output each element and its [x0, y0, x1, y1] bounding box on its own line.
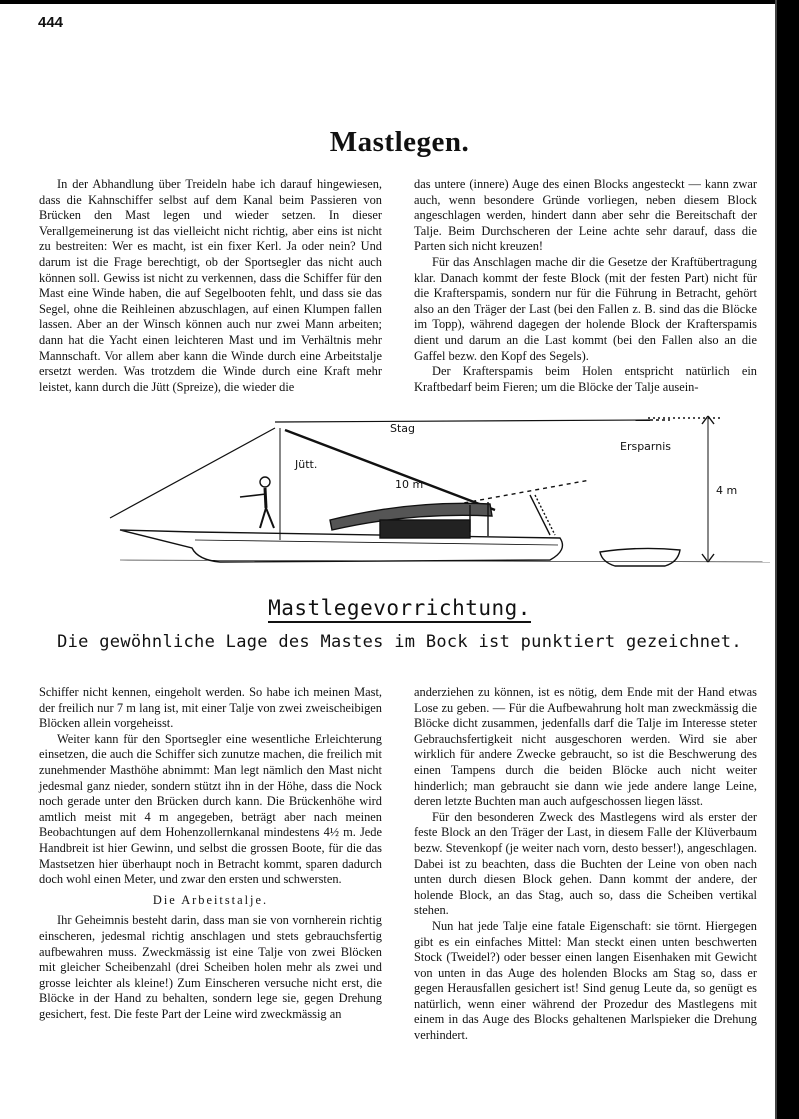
label-height: 4 m [716, 484, 738, 497]
paragraph: anderziehen zu können, ist es nötig, dem Ende mit der Hand etwas Lose zu geben. — Für die Aufbewahrung holt man zweckmässig die Blöcke dicht zusammen, jedenfalls darf die Talje im Interesse steter Gebrauchsfertigkeit nicht ausgeschoren werden. Wird sie aber wirklich für andere Zwecke gebraucht, so ist die Beschwerung des einen Tampens durch die beiden Blöcke auch nicht weiter hinderlich; man gebraucht sie dann wie jede andere lange Leine, deren letzte Buchten man auch aufgeschossen liegen lässt. [414, 685, 757, 809]
label-stag: Stag [390, 422, 416, 435]
paragraph: Für den besonderen Zweck des Mastlegens wird als erster der feste Block an den Träger der Last, in diesem Falle der Klüverbaum bezw. Stevenkopf (je weiter nach vorn, desto besser!), angeschlagen. Dabei ist zu beachten, dass die Buchten der Leine von oben nach unten durch diesen Block gehen. Dann kommt der andere, der holende Block, an das Stag, auch so, dass die Scheiben vertikal stehen. [414, 809, 757, 918]
paragraph: Der Krafterspamis beim Holen entspricht natürlich ein Kraftbedarf beim Fieren; um die Blöcke der Talje ausein- [414, 364, 757, 394]
paragraph: Schiffer nicht kennen, eingeholt werden. So habe ich meinen Mast, der freilich nur 7 m lang ist, mit einer Talje von zwei zweischeibigen Blöcken allein vorgeheisst. [39, 685, 382, 731]
paragraph: In der Abhandlung über Treideln habe ich darauf hingewiesen, dass die Kahnschiffer selbst auf dem Kanal beim Passieren von Brücken den Mast legen und wieder setzen. In dieser Verallgemeinerung ist das vielleicht nicht richtig, aber eins ist nicht zu bestreiten: Wer es macht, ist ein fixer Kerl. Ja oder nein? Und darum ist die Frage berechtigt, ob der Sportsegler das nicht auch können soll. Gewiss ist nicht zu verkennen, dass die Schiffer für den Mast eine Winde haben, die auf Segelbooten fehlt, und dass sie das Segel, ohne die Reihleinen abzuschlagen, auf einen Klumpen fallen lassen. Aber an der Winsch können auch nur zwei Mann arbeiten; dann hat die Yacht einen leichteren Mast und im Verhältnis mehr Mannschaft. Vor allem aber kann die Winde durch eine Arbeitstalje ersetzt werden. Was trotzdem die Winde durch eine Kraft mehr leistet, kann durch die Jütt (Spreize), die wieder die [39, 177, 382, 394]
mast-lowering-figure [80, 400, 770, 585]
figure-caption-subtitle: Die gewöhnliche Lage des Mastes im Bock ist punktiert gezeichnet. [57, 632, 742, 652]
column-upper-right [414, 177, 757, 395]
label-ersparnis: Ersparnis [620, 440, 672, 453]
section-heading: Die Arbeitstalje. [152, 892, 269, 907]
paragraph: Für das Anschlagen mache dir die Gesetze der Kraftübertragung klar. Danach kommt der feste Block (mit der festen Part) nicht für die Krafterspamis, sondern nur für die Führung in Betracht, gehört also an den Träger der Last (bei den Fallen z. B. sind das die Blöcke im Topp), während dagegen der holende Block der Krafterspamis dient und darum an die Last kommt (bei den Fallen also an die Gaffel bezw. den Kopf des Segels). [414, 254, 757, 363]
column-upper-left [39, 177, 382, 395]
column-lower-right [414, 685, 757, 1044]
paragraph: Ihr Geheimnis besteht darin, dass man sie von vornherein richtig einscheren, jedesmal richtig anschlagen und stets gebrauchsfertig aufbewahren muss. Zweckmässig ist eine Talje von zwei Blöcken mit gleicher Scheibenzahl (drei Scheiben holen mehr als zwei und grosse leichter als kleine!) Zum Einscheren versuche nicht erst, die Blöcke in der Hand zu behalten, sondern lege sie, gegen Drehung gesichert, fest. Die feste Part der Leine wird zweckmässig an [39, 913, 382, 1021]
paragraph: Weiter kann für den Sportsegler eine wesentliche Erleichterung einsetzen, die auch die Schiffer sich zunutze machen, die freilich mit zunehmender Masthöhe abnimmt: Man legt nämlich den Mast nicht jedesmal ganz nieder, sondern stützt ihn in der Höhe, dass die Nock noch gerade unter den Brücken durch kann. Die Brückenhöhe wird amtlich meist mit 4 m angegeben, beträgt aber nach meinen Beobachtungen auf dem Hohenzollernkanal mindestens 4½ m. Jede Handbreit ist hier Gewinn, und selbst die grossen Boote, für die das Mastsetzen hier überhaupt noch in Betracht kommt, sparen dadurch doch wohl einen Meter, und zwar den ersten und schwersten. [39, 731, 382, 887]
scan-edge-right [777, 0, 799, 1119]
figure-caption-title [0, 596, 799, 620]
paragraph: das untere (innere) Auge des einen Blocks angesteckt — kann zwar auch, wenn besondere Gründe vorliegen, neben diesem Block angeschlagen werden, hindert dann aber sehr die Bereitschaft der Talje. Beim Durchscheren der Leine achte sehr darauf, dass die Parten sich nicht kreuzen! [414, 177, 757, 254]
paragraph: Nun hat jede Talje eine fatale Eigenschaft: sie törnt. Hiergegen gibt es ein einfaches Mittel: Man steckt einen unten beschwerten Stock (Tweidel?) oder besser einen langen Eisenhaken mit Gewicht von unten in das Auge des holenden Blocks am Stag so, dass er gegen Herausfallen gesichert ist! Sind genug Leute da, so genügt es natürlich, wenn einer während der Prozedur des Mastlegens mit einem in das Auge des Blocks gehaltenen Marlspieker die Drehung verhindert. [414, 918, 757, 1043]
mast-lowering-drawing [80, 400, 770, 585]
column-lower-left [39, 685, 382, 1022]
dinghy [600, 548, 680, 566]
label-jutt: Jütt. [295, 458, 318, 471]
boat-hull [120, 530, 562, 562]
page-number: 444 [38, 14, 64, 31]
page-top-border [0, 0, 799, 4]
article-title: Mastlegen. [329, 126, 470, 158]
label-length: 10 m [395, 478, 424, 491]
figure-caption-title-text: Mastlegevorrichtung. [268, 596, 531, 623]
